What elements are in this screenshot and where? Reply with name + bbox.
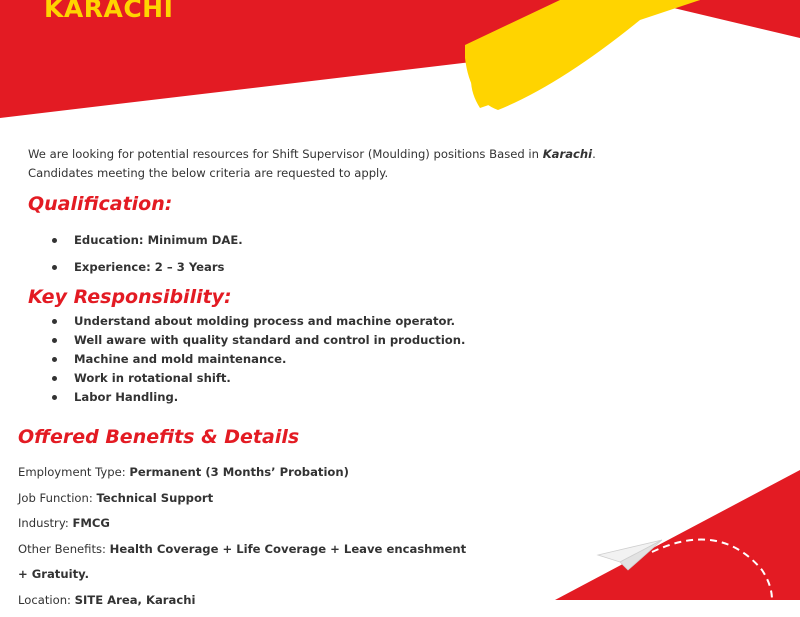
city-title: KARACHI bbox=[44, 0, 173, 23]
intro-paragraph bbox=[28, 145, 596, 183]
detail-label: Employment Type: bbox=[18, 465, 129, 479]
detail-row-industry bbox=[18, 515, 466, 541]
list-item: Experience: 2 – 3 Years bbox=[0, 259, 243, 286]
detail-label: Other Benefits: bbox=[18, 542, 110, 556]
detail-value: Health Coverage + Life Coverage + Leave encashment bbox=[110, 542, 467, 556]
detail-row-other-benefits bbox=[18, 541, 466, 567]
detail-row-other-benefits-cont bbox=[18, 566, 466, 592]
detail-value: + Gratuity. bbox=[18, 567, 89, 581]
intro-line1-suffix: . bbox=[592, 147, 596, 161]
detail-row-job-function bbox=[18, 490, 466, 516]
responsibility-list bbox=[0, 313, 465, 408]
list-item: Understand about molding process and machine operator. bbox=[0, 313, 465, 332]
detail-row-employment-type bbox=[18, 464, 466, 490]
intro-line2: Candidates meeting the below criteria are requested to apply. bbox=[28, 166, 388, 180]
detail-value: Permanent (3 Months’ Probation) bbox=[129, 465, 349, 479]
qualification-list bbox=[0, 232, 243, 286]
benefits-details bbox=[18, 464, 466, 617]
detail-value: SITE Area, Karachi bbox=[75, 593, 196, 607]
detail-value: FMCG bbox=[72, 516, 109, 530]
qualification-heading: Qualification: bbox=[28, 193, 172, 215]
detail-row-location bbox=[18, 592, 466, 617]
intro-line1-prefix: We are looking for potential resources for Shift Supervisor (Moulding) positions Based in bbox=[28, 147, 543, 161]
responsibility-heading: Key Responsibility: bbox=[28, 286, 232, 308]
detail-value: Technical Support bbox=[96, 491, 213, 505]
list-item: Education: Minimum DAE. bbox=[0, 232, 243, 259]
list-item: Machine and mold maintenance. bbox=[0, 351, 465, 370]
benefits-heading: Offered Benefits & Details bbox=[18, 426, 299, 448]
list-item: Work in rotational shift. bbox=[0, 370, 465, 389]
list-item: Well aware with quality standard and control in production. bbox=[0, 332, 465, 351]
detail-label: Job Function: bbox=[18, 491, 96, 505]
detail-label: Industry: bbox=[18, 516, 72, 530]
list-item: Labor Handling. bbox=[0, 389, 465, 408]
detail-label: Location: bbox=[18, 593, 75, 607]
intro-line1-city: Karachi bbox=[543, 147, 592, 161]
